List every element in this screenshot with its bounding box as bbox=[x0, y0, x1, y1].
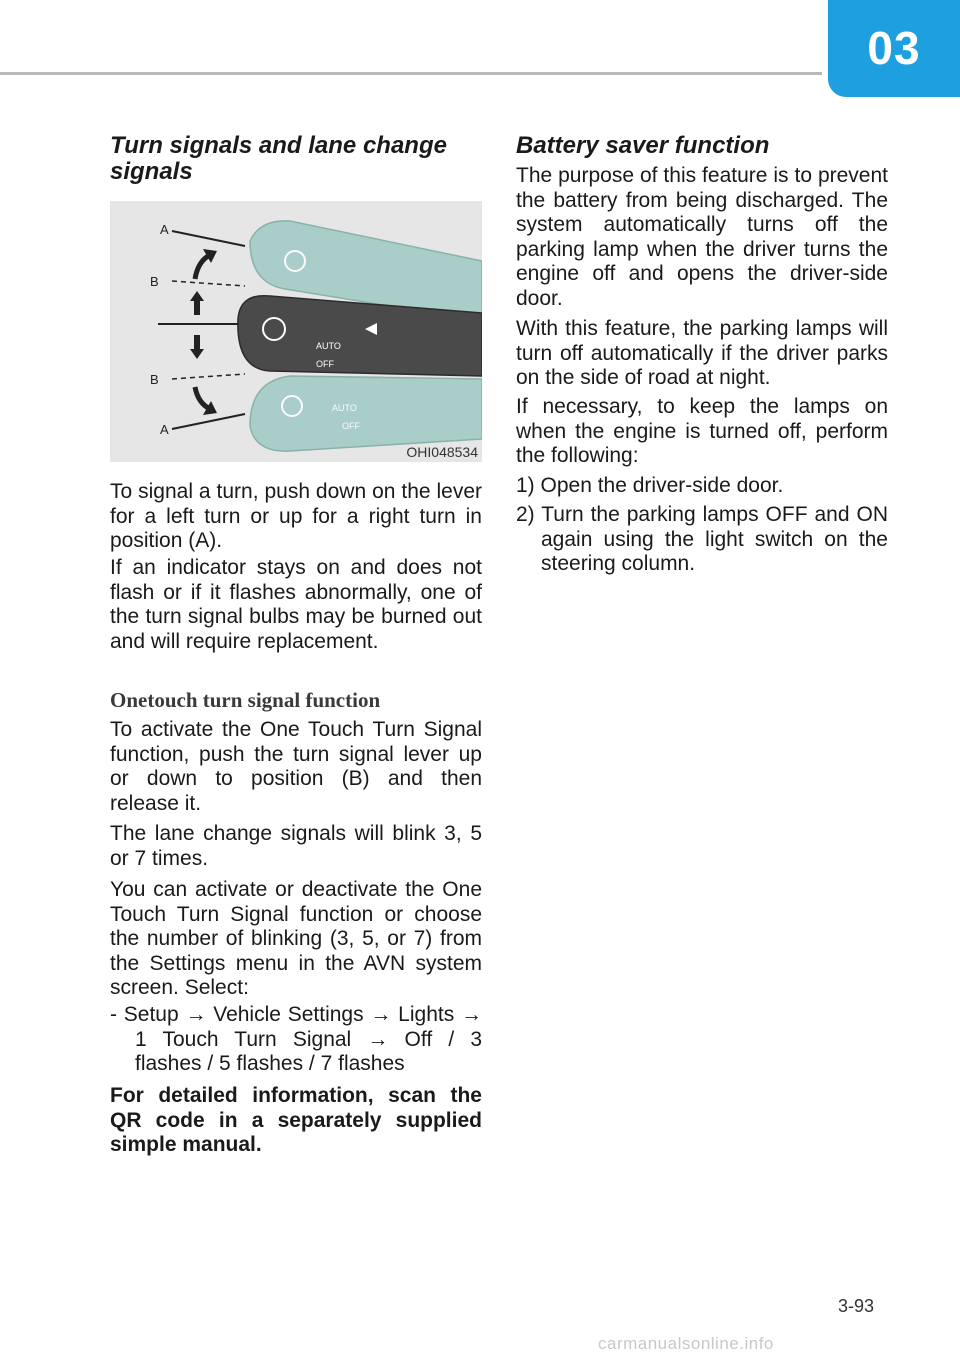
lower-lever-ghost bbox=[250, 376, 482, 451]
turn-signal-paragraph-2: If an indicator stays on and does not flash or if it flashes abnormally, one of the turn signal bulbs may be burned out and will require replacement. bbox=[110, 556, 482, 653]
battery-step-2: 2) Turn the parking lamps OFF and ON again using the light switch on the steering column. bbox=[516, 503, 888, 575]
onetouch-subheading: Onetouch turn signal function bbox=[110, 688, 381, 712]
position-label-b-bottom: B bbox=[150, 372, 159, 387]
battery-paragraph-1: The purpose of this feature is to prevent the battery from being discharged. The system automatically turns off the parking lamp when the driver turns the engine off and opens the driver-side door. bbox=[516, 164, 888, 310]
switch-off-label: OFF bbox=[342, 421, 360, 431]
position-label-a-top: A bbox=[160, 222, 169, 237]
battery-paragraph-3: If necessary, to keep the lamps on when the engine is turned off, perform the following: bbox=[516, 395, 888, 467]
switch-auto-label: AUTO bbox=[332, 403, 357, 413]
section-heading-battery-saver: Battery saver function bbox=[516, 132, 770, 159]
onetouch-paragraph-2: The lane change signals will blink 3, 5 or 7 times. bbox=[110, 822, 482, 870]
page-number: 3-93 bbox=[838, 1296, 875, 1316]
position-label-b-top: B bbox=[150, 274, 159, 289]
battery-paragraph-2: With this feature, the parking lamps will turn off automatically if the driver parks on the side of road at night. bbox=[516, 317, 888, 389]
figure-code: OHI048534 bbox=[406, 444, 478, 460]
position-label-a-bottom: A bbox=[160, 422, 169, 437]
qr-note: For detailed information, scan the QR code in a separately supplied simple manual. bbox=[110, 1084, 482, 1156]
chapter-tab: 03 bbox=[828, 0, 960, 97]
switch-auto-label: AUTO bbox=[316, 341, 341, 351]
header-rule bbox=[0, 72, 822, 75]
onetouch-paragraph-1: To activate the One Touch Turn Signal function, push the turn signal lever up or down to position (B) and then release it. bbox=[110, 718, 482, 815]
battery-step-1: 1) Open the driver-side door. bbox=[516, 474, 784, 497]
turn-signal-lever-figure bbox=[110, 201, 482, 462]
lever-illustration bbox=[110, 201, 482, 462]
watermark[interactable]: carmanualsonline.info bbox=[598, 1334, 774, 1353]
switch-off-label: OFF bbox=[316, 359, 334, 369]
onetouch-paragraph-3: You can activate or deactivate the One Touch Turn Signal function or choose the number of blinking (3, 5, or 7) from the Settings menu in the AVN system screen. Select: bbox=[110, 878, 482, 999]
settings-path: - Setup → Vehicle Settings → Lights → 1 Touch Turn Signal → Off / 3 flashes / 5 flashes / 7 flashes bbox=[110, 1003, 482, 1075]
section-heading-turn-signals: Turn signals and lane change signals bbox=[110, 132, 447, 185]
turn-signal-paragraph-1: To signal a turn, push down on the lever for a left turn or up for a right turn in position (A). bbox=[110, 480, 482, 552]
